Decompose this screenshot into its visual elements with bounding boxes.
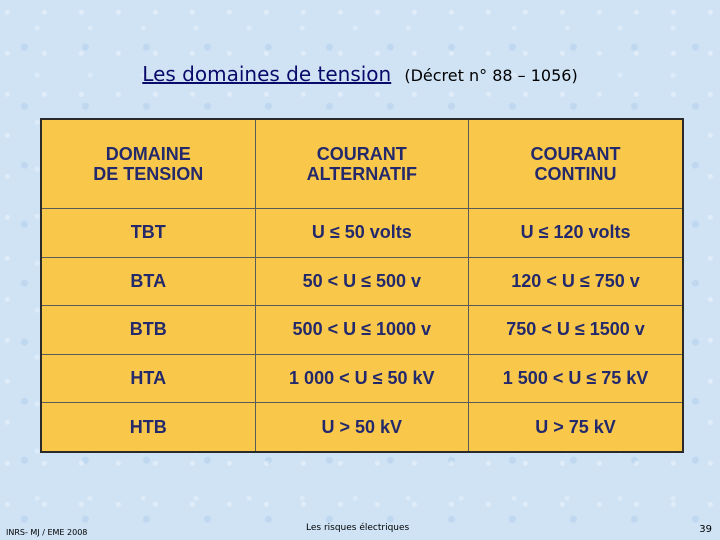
header-courant-alternatif: [255, 119, 469, 209]
dc-range-cell: U ≤ 120 volts: [469, 209, 683, 258]
slide-title: [0, 62, 720, 86]
domain-cell: HTA: [41, 354, 255, 403]
header-line: DE TENSION: [93, 164, 204, 184]
ac-range-cell: U ≤ 50 volts: [255, 209, 469, 258]
dc-range-cell: 1 500 < U ≤ 75 kV: [469, 354, 683, 403]
domain-cell: HTB: [41, 403, 255, 452]
ac-range-cell: 1 000 < U ≤ 50 kV: [255, 354, 469, 403]
header-line: COURANT: [530, 144, 621, 164]
ac-range-cell: 500 < U ≤ 1000 v: [255, 306, 469, 355]
header-domaine-tension: [41, 119, 255, 209]
table-row: [41, 354, 683, 403]
ac-range-cell: 50 < U ≤ 500 v: [255, 257, 469, 306]
page-number: 39: [699, 524, 712, 535]
ac-range-cell: U > 50 kV: [255, 403, 469, 452]
domain-cell: BTA: [41, 257, 255, 306]
voltage-domains-table: [40, 118, 684, 453]
dc-range-cell: 120 < U ≤ 750 v: [469, 257, 683, 306]
domain-cell: TBT: [41, 209, 255, 258]
table-row: [41, 209, 683, 258]
header-courant-continu: [469, 119, 683, 209]
footer-source: INRS- MJ / EME 2008: [6, 528, 88, 537]
table-header-row: [41, 119, 683, 209]
dc-range-cell: U > 75 kV: [469, 403, 683, 452]
table-row: [41, 403, 683, 452]
dc-range-cell: 750 < U ≤ 1500 v: [469, 306, 683, 355]
header-line: CONTINU: [534, 164, 617, 184]
footer-title: Les risques électriques: [306, 523, 410, 533]
header-line: DOMAINE: [105, 144, 191, 164]
table-row: [41, 257, 683, 306]
header-line: COURANT: [316, 144, 407, 164]
table-row: [41, 306, 683, 355]
title-main: Les domaines de tension: [142, 62, 392, 86]
header-line: ALTERNATIF: [306, 164, 417, 184]
domain-cell: BTB: [41, 306, 255, 355]
title-subtitle: (Décret n° 88 – 1056): [404, 66, 578, 85]
